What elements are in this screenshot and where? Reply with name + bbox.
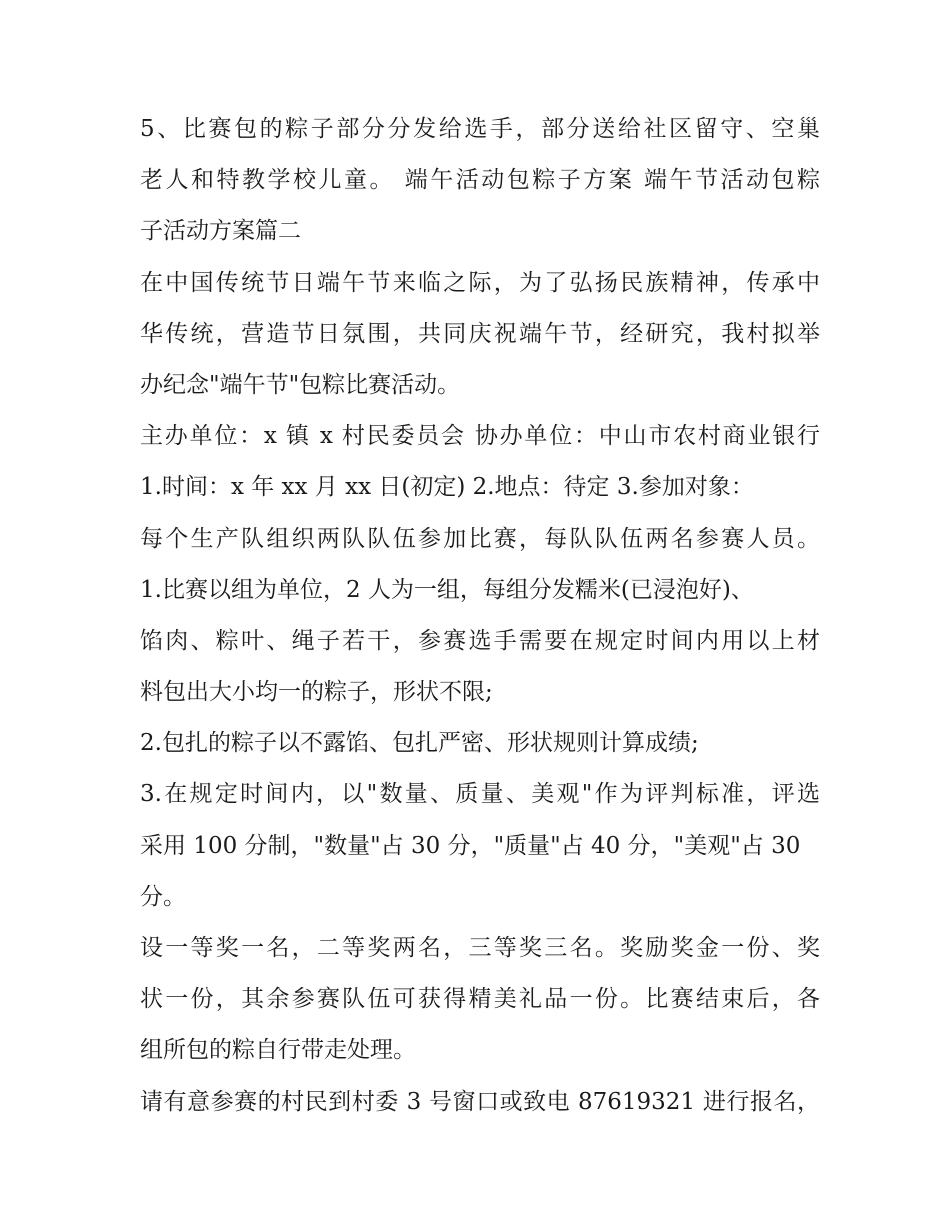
text-line: 馅肉、粽叶、绳子若干，参赛选手需要在规定时间内用以上材	[140, 627, 820, 654]
text-line: 在中国传统节日端午节来临之际，为了弘扬民族精神，传承中	[140, 269, 820, 296]
text-line: 主办单位：x 镇 x 村民委员会 协办单位：中山市农村商业银行	[140, 423, 820, 450]
text-line: 设一等奖一名，二等奖两名，三等奖三名。奖励奖金一份、奖	[140, 935, 820, 961]
text-line: 3.在规定时间内，以"数量、质量、美观"作为评判标准，评选	[140, 781, 820, 808]
text-line: 状一份，其余参赛队伍可获得精美礼品一份。比赛结束后，各	[140, 986, 820, 1013]
text-line: 5、比赛包的粽子部分分发给选手，部分送给社区留守、空巢	[140, 116, 820, 142]
text-line: 料包出大小均一的粽子，形状不限;	[140, 679, 493, 706]
text-line: 子活动方案篇二	[140, 218, 301, 245]
text-line: 华传统，营造节日氛围，共同庆祝端午节，经研究，我村拟举	[140, 320, 820, 347]
text-line: 2.包扎的粽子以不露馅、包扎严密、形状规则计算成绩;	[140, 730, 699, 757]
text-line: 1.时间：x 年 xx 月 xx 日(初定) 2.地点：待定 3.参加对象：	[140, 474, 754, 501]
text-line: 请有意参赛的村民到村委 3 号窗口或致电 87619321 进行报名，	[140, 1088, 820, 1115]
text-line: 分。	[140, 883, 186, 910]
text-line: 采用 100 分制，"数量"占 30 分，"质量"占 40 分，"美观"占 30	[140, 832, 801, 859]
text-line: 1.比赛以组为单位，2 人为一组，每组分发糯米(已浸泡好)、	[140, 576, 754, 603]
text-line: 办纪念"端午节"包粽比赛活动。	[140, 371, 461, 398]
document-body	[140, 104, 820, 1128]
text-line: 每个生产队组织两队队伍参加比赛，每队队伍两名参赛人员。	[140, 525, 820, 552]
text-line: 老人和特教学校儿童。 端午活动包粽子方案 端午节活动包粽	[140, 167, 820, 194]
text-line: 组所包的粽自行带走处理。	[140, 1037, 416, 1064]
